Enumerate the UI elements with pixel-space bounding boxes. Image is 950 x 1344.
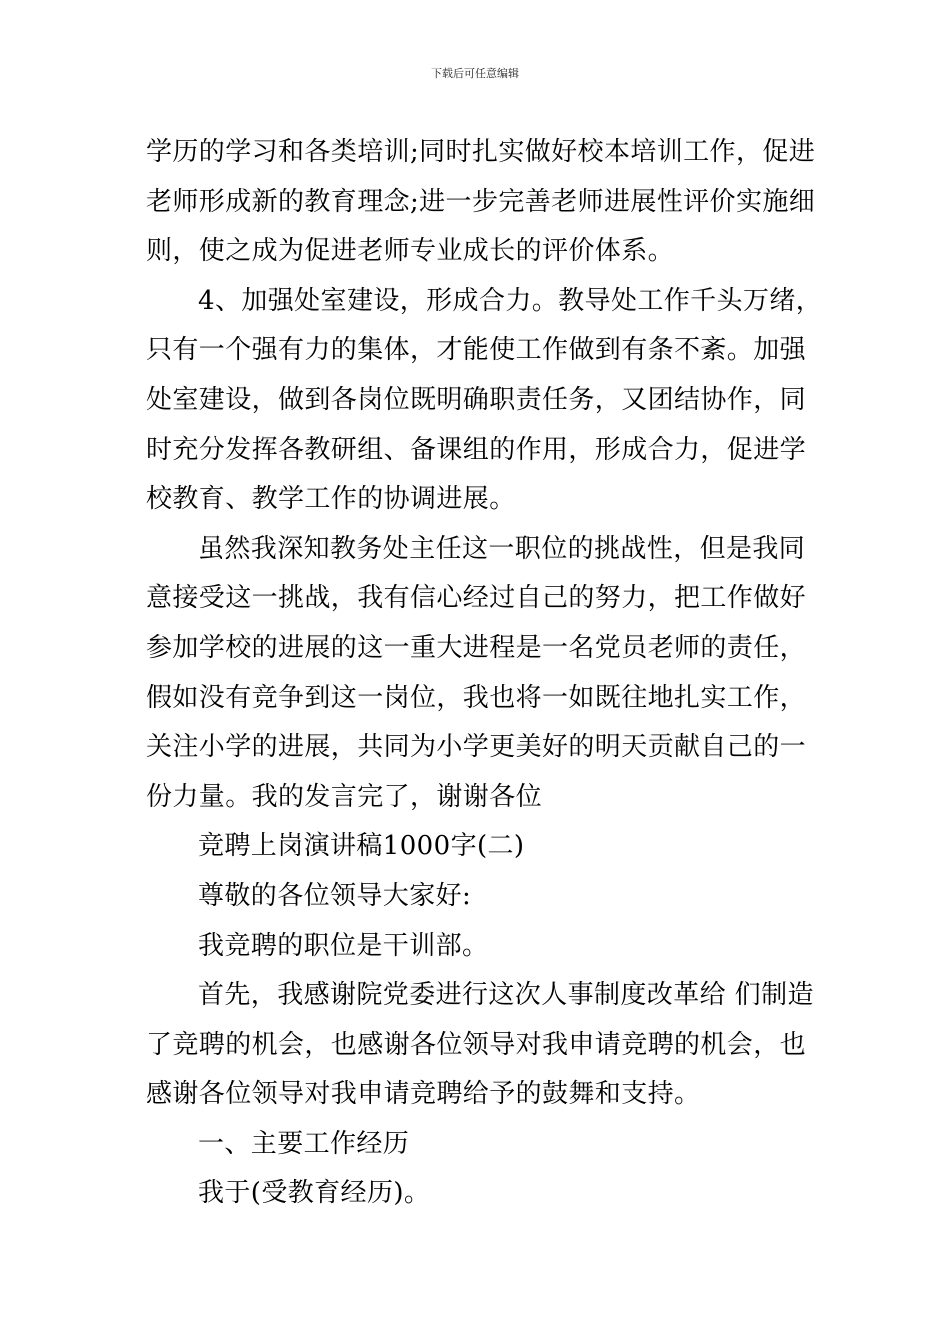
- text-line: 4、加强处室建设，形成合力。教导处工作千头万绪，: [198, 285, 823, 316]
- text-line: 老师形成新的教育理念;进一步完善老师进展性评价实施细: [146, 186, 816, 217]
- section-title: [146, 822, 811, 872]
- text-line: 我于(受教育经历)。: [198, 1178, 431, 1209]
- text-line: 虽然我深知教务处主任这一职位的挑战性，但是我同: [198, 533, 806, 564]
- text-line: 首先，我感谢院党委进行这次人事制度改革给 们制造: [198, 980, 814, 1011]
- text-line: 假如没有竞争到这一岗位，我也将一如既往地扎实工作，: [146, 682, 807, 713]
- page-header: 下载后可任意编辑: [431, 67, 519, 80]
- text-line: 只有一个强有力的集体，才能使工作做到有条不紊。加强: [146, 335, 807, 366]
- text-line: 学历的学习和各类培训;同时扎实做好校本培训工作，促进: [146, 137, 816, 167]
- paragraph-training: [146, 128, 816, 277]
- text-line: 处室建设，做到各岗位既明确职责任务，又团结协作，同: [146, 384, 807, 415]
- paragraph-closing: [146, 525, 811, 823]
- paragraph-position: [146, 922, 811, 972]
- text-line: 感谢各位领导对我申请竞聘给予的鼓舞和支持。: [146, 1079, 701, 1110]
- text-line: 意接受这一挑战，我有信心经过自己的努力，把工作做好: [146, 583, 807, 614]
- paragraph-education: [146, 1169, 811, 1219]
- paragraph-thanks: [146, 971, 814, 1120]
- text-line: 了竞聘的机会，也感谢各位领导对我申请竞聘的机会，也: [146, 1029, 807, 1060]
- text-line: 参加学校的进展的这一重大进程是一名党员老师的责任，: [146, 632, 807, 663]
- text-line: 关注小学的进展，共同为小学更美好的明天贡献自己的一: [146, 732, 807, 763]
- paragraph-greeting: [146, 872, 811, 922]
- text-line: 时充分发挥各教研组、备课组的作用，形成合力，促进学: [146, 434, 807, 465]
- text-line: 则，使之成为促进老师专业成长的评价体系。: [146, 236, 675, 267]
- text-line: 份力量。我的发言完了，谢谢各位: [146, 781, 543, 812]
- document-body: [146, 128, 823, 1219]
- text-line: 我竞聘的职位是干训部。: [198, 930, 489, 961]
- paragraph-office-building: [146, 277, 823, 525]
- text-line: 尊敬的各位领导大家好:: [198, 880, 472, 911]
- text-line: 竞聘上岗演讲稿1000字(二): [198, 831, 525, 862]
- text-line: 校教育、教学工作的协调进展。: [146, 484, 516, 515]
- subsection-heading: [146, 1120, 811, 1170]
- text-line: 一、主要工作经历: [198, 1128, 410, 1159]
